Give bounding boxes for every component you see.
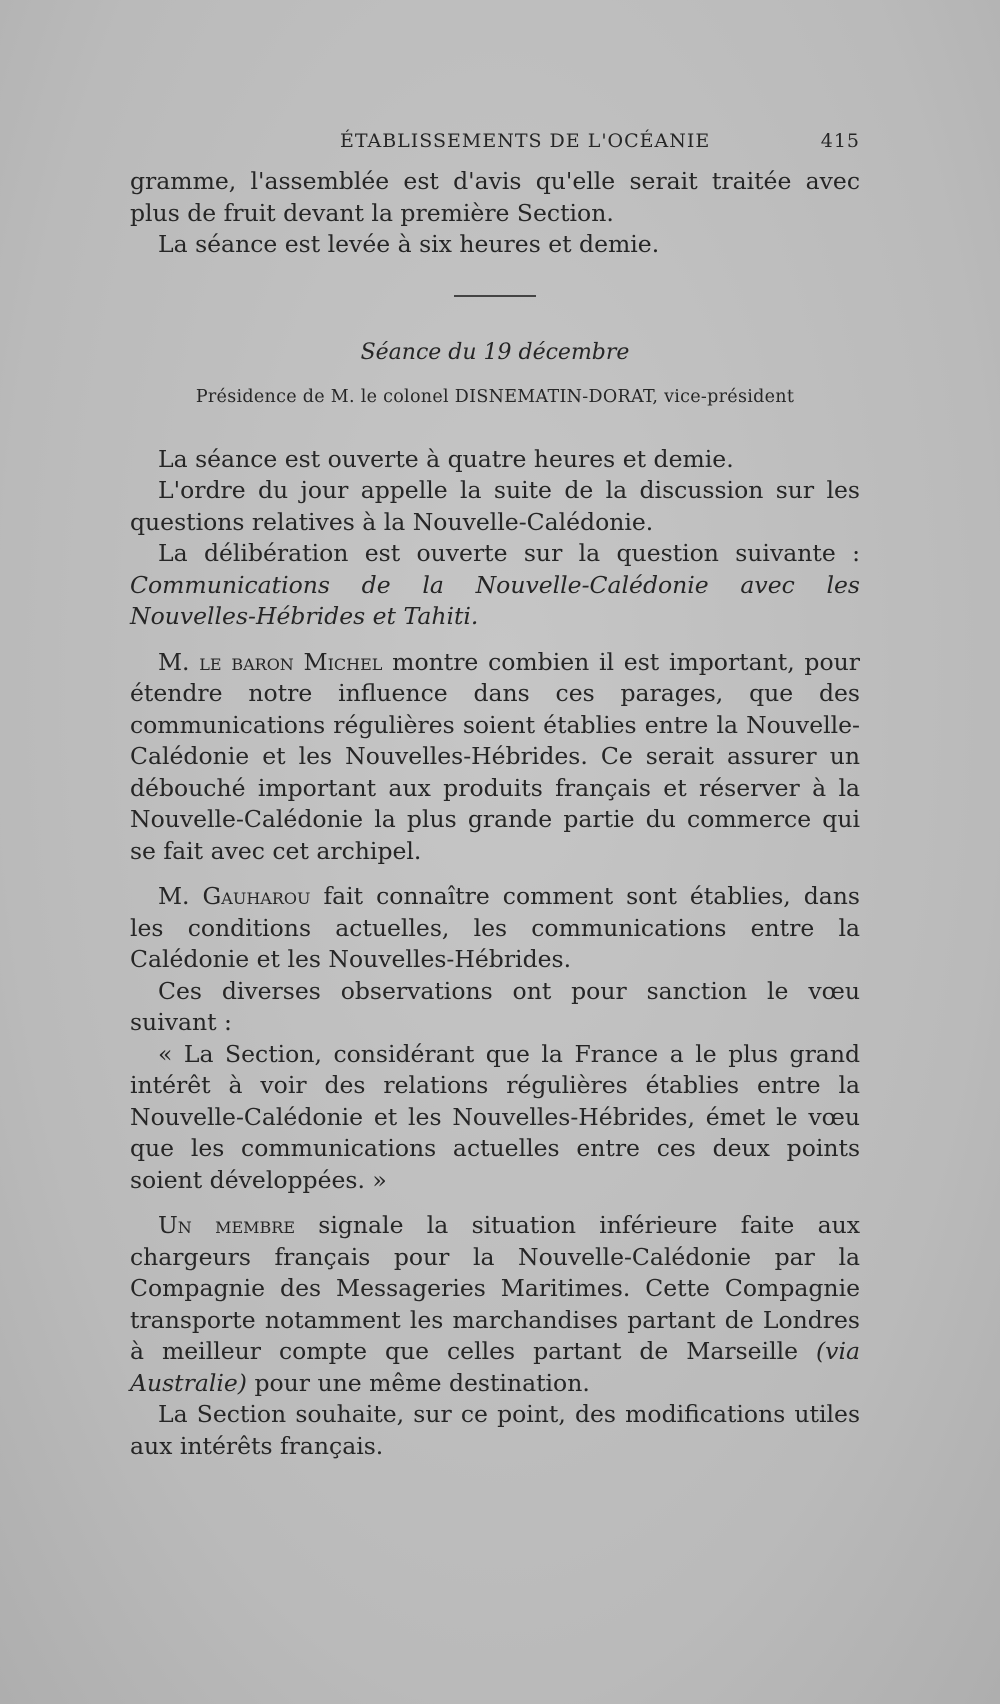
page-number: 415 — [820, 130, 860, 152]
section-divider — [454, 295, 536, 297]
speech-text: fait connaître comment sont établies, dans les conditions actuelles, les communications entre la Calédonie et les Nouvelles-Hébrides. — [130, 882, 860, 973]
paragraph-membre — [130, 1210, 860, 1399]
session-presidence: Présidence de M. le colonel DISNEMATIN-DORAT, vice-président — [195, 387, 795, 407]
paragraph-voeu: « La Section, considérant que la France a le plus grand intérêt à voir des relations régulières établies entre la Nouvelle-Calédonie et les Nouvelles-Hébrides, émet le vœu que les communications actuelles entre ces deux points soient développées. » — [130, 1039, 860, 1194]
speech-text: montre combien il est important, pour étendre notre influence dans ces parages, que des communications régulières soient établies entre la Nouvelle-Calédonie et les Nouvelles-Hébrides. Ce serait assurer un débouché important aux produits français et réserver à la Nouvelle-Calédonie la plus grande partie du commerce qui se fait avec cet archipel. — [130, 647, 860, 865]
paragraph-opening: La séance est ouverte à quatre heures et demie. — [158, 444, 734, 473]
paragraph-michel — [130, 647, 860, 868]
paragraph-sanction: Ces diverses observations ont pour sanction le vœu suivant : — [130, 976, 860, 1036]
question-title: Communications de la Nouvelle-Calédonie avec les Nouvelles-Hébrides et Tahiti. — [130, 570, 860, 630]
speech-text-end: pour une même destination. — [246, 1368, 590, 1397]
speaker-name: M. Gauharou — [158, 882, 311, 910]
speaker-name: Un membre — [158, 1211, 296, 1239]
running-title: ÉTABLISSEMENTS DE L'OCÉANIE — [340, 130, 711, 152]
paragraph-agenda: L'ordre du jour appelle la suite de la discussion sur les questions relatives à la Nouvelle-Calédonie. — [130, 476, 860, 536]
paragraph-continued: gramme, l'assemblée est d'avis qu'elle serait traitée avec plus de fruit devant la première Section. — [130, 167, 860, 227]
question-intro: La délibération est ouverte sur la question suivante : — [158, 539, 860, 567]
body-text — [130, 166, 860, 1462]
paragraph-gauharou — [130, 881, 860, 976]
route-note: (via Australie) — [130, 1337, 860, 1397]
paragraph-conclusion: La Section souhaite, sur ce point, des modifications utiles aux intérêts français. — [130, 1400, 860, 1460]
speaker-name: M. le baron Michel — [158, 647, 383, 676]
paragraph-question — [130, 538, 860, 633]
speech-text: signale la situation inférieure faite aux chargeurs français pour la Nouvelle-Calédonie par la Compagnie des Messageries Maritimes. Cette Compagnie transporte notamment les marchandises partant de Londres à meilleur compte que celles partant de Marseille — [130, 1211, 860, 1365]
paragraph-closing: La séance est levée à six heures et demie. — [158, 230, 660, 258]
session-title: Séance du 19 décembre — [360, 339, 630, 365]
